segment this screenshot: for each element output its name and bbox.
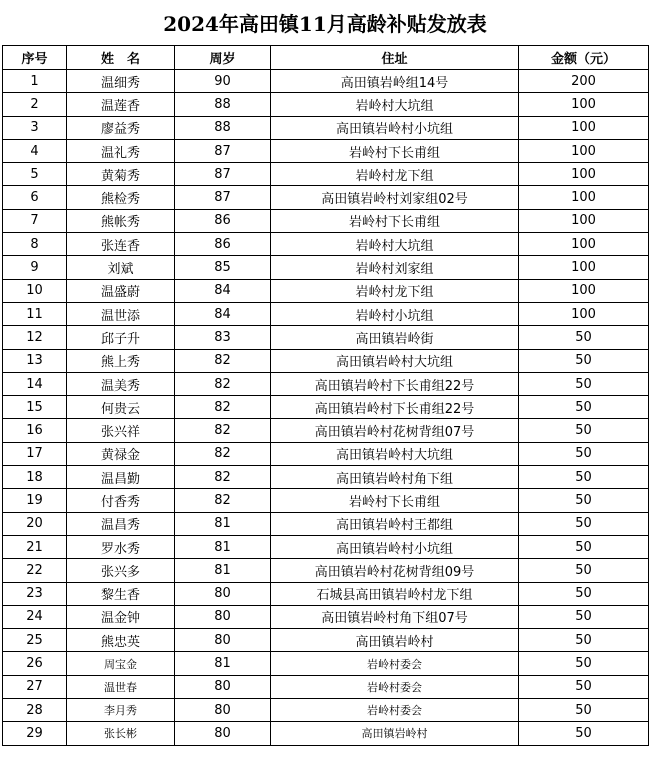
cell-amount: 100: [519, 256, 649, 279]
page-title: 2024年高田镇11月高龄补贴发放表: [163, 12, 487, 36]
cell-index: 11: [3, 302, 67, 325]
table-row: [3, 559, 649, 582]
cell-amount: 50: [519, 349, 649, 372]
cell-index: 9: [3, 256, 67, 279]
cell-address: 高田镇岩岭村角下组07号: [271, 605, 519, 628]
cell-name: 温礼秀: [67, 139, 175, 162]
cell-age: 80: [175, 722, 271, 745]
cell-amount: 100: [519, 302, 649, 325]
cell-index: 8: [3, 233, 67, 256]
table-row: [3, 442, 649, 465]
cell-index: 19: [3, 489, 67, 512]
cell-index: 17: [3, 442, 67, 465]
cell-age: 84: [175, 302, 271, 325]
cell-address: 高田镇岩岭村大坑组: [271, 442, 519, 465]
table-row: [3, 209, 649, 232]
cell-address: 岩岭村大坑组: [271, 93, 519, 116]
cell-amount: 50: [519, 372, 649, 395]
cell-index: 21: [3, 535, 67, 558]
cell-name: 熊帐秀: [67, 209, 175, 232]
cell-amount: 50: [519, 582, 649, 605]
cell-index: 12: [3, 326, 67, 349]
cell-name: 温莲香: [67, 93, 175, 116]
cell-address: 高田镇岩岭街: [271, 326, 519, 349]
cell-age: 86: [175, 233, 271, 256]
table-row: [3, 302, 649, 325]
cell-amount: 100: [519, 233, 649, 256]
table-row: [3, 139, 649, 162]
cell-amount: 50: [519, 629, 649, 652]
header-address: 住址: [271, 46, 519, 70]
cell-age: 85: [175, 256, 271, 279]
cell-address: 高田镇岩岭村: [271, 722, 519, 745]
cell-amount: 50: [519, 326, 649, 349]
table-row: [3, 186, 649, 209]
cell-amount: 50: [519, 652, 649, 675]
cell-index: 22: [3, 559, 67, 582]
table-row: [3, 419, 649, 442]
table-row: [3, 489, 649, 512]
subsidy-table: [2, 45, 649, 746]
cell-address: 岩岭村龙下组: [271, 163, 519, 186]
cell-amount: 100: [519, 163, 649, 186]
cell-address: 高田镇岩岭村: [271, 629, 519, 652]
table-row: [3, 372, 649, 395]
cell-name: 温美秀: [67, 372, 175, 395]
cell-name: 温细秀: [67, 70, 175, 93]
cell-amount: 50: [519, 419, 649, 442]
table-row: [3, 326, 649, 349]
cell-name: 黎生香: [67, 582, 175, 605]
cell-address: 岩岭村委会: [271, 675, 519, 698]
cell-name: 黄禄金: [67, 442, 175, 465]
cell-age: 82: [175, 372, 271, 395]
cell-amount: 50: [519, 535, 649, 558]
header-amount: 金额（元）: [519, 46, 649, 70]
cell-index: 15: [3, 396, 67, 419]
table-row: [3, 93, 649, 116]
cell-address: 高田镇岩岭村下长甫组22号: [271, 372, 519, 395]
cell-name: 温世春: [67, 675, 175, 698]
cell-index: 29: [3, 722, 67, 745]
cell-name: 刘斌: [67, 256, 175, 279]
cell-amount: 50: [519, 559, 649, 582]
table-row: [3, 605, 649, 628]
cell-address: 高田镇岩岭村角下组: [271, 466, 519, 489]
cell-age: 81: [175, 535, 271, 558]
cell-address: 高田镇岩岭村大坑组: [271, 349, 519, 372]
cell-name: 张连香: [67, 233, 175, 256]
cell-name: 温盛蔚: [67, 279, 175, 302]
cell-index: 3: [3, 116, 67, 139]
cell-name: 温世添: [67, 302, 175, 325]
table-row: [3, 163, 649, 186]
cell-address: 高田镇岩岭村王都组: [271, 512, 519, 535]
cell-age: 80: [175, 675, 271, 698]
cell-name: 熊忠英: [67, 629, 175, 652]
cell-index: 16: [3, 419, 67, 442]
table-row: [3, 535, 649, 558]
cell-age: 82: [175, 419, 271, 442]
table-body: [3, 70, 649, 746]
cell-age: 80: [175, 582, 271, 605]
cell-name: 张长彬: [67, 722, 175, 745]
cell-index: 6: [3, 186, 67, 209]
cell-index: 20: [3, 512, 67, 535]
cell-index: 1: [3, 70, 67, 93]
cell-amount: 200: [519, 70, 649, 93]
cell-amount: 50: [519, 442, 649, 465]
cell-address: 高田镇岩岭村下长甫组22号: [271, 396, 519, 419]
header-name: 姓 名: [67, 46, 175, 70]
cell-name: 廖益秀: [67, 116, 175, 139]
table-row: [3, 675, 649, 698]
cell-name: 张兴多: [67, 559, 175, 582]
table-row: [3, 279, 649, 302]
cell-name: 张兴祥: [67, 419, 175, 442]
cell-address: 高田镇岩岭村刘家组02号: [271, 186, 519, 209]
cell-age: 87: [175, 139, 271, 162]
cell-name: 何贵云: [67, 396, 175, 419]
header-index: 序号: [3, 46, 67, 70]
cell-index: 13: [3, 349, 67, 372]
cell-address: 岩岭村刘家组: [271, 256, 519, 279]
cell-age: 88: [175, 116, 271, 139]
cell-name: 付香秀: [67, 489, 175, 512]
cell-index: 4: [3, 139, 67, 162]
cell-age: 81: [175, 652, 271, 675]
cell-address: 高田镇岩岭村花树背组07号: [271, 419, 519, 442]
table-row: [3, 233, 649, 256]
cell-index: 28: [3, 699, 67, 722]
cell-address: 高田镇岩岭村花树背组09号: [271, 559, 519, 582]
cell-amount: 100: [519, 116, 649, 139]
cell-name: 温金钟: [67, 605, 175, 628]
cell-name: 李月秀: [67, 699, 175, 722]
cell-address: 岩岭村委会: [271, 652, 519, 675]
cell-index: 18: [3, 466, 67, 489]
cell-age: 80: [175, 699, 271, 722]
cell-index: 24: [3, 605, 67, 628]
cell-age: 82: [175, 396, 271, 419]
cell-age: 81: [175, 512, 271, 535]
table-row: [3, 70, 649, 93]
cell-amount: 100: [519, 209, 649, 232]
cell-amount: 50: [519, 605, 649, 628]
cell-index: 2: [3, 93, 67, 116]
cell-index: 7: [3, 209, 67, 232]
cell-age: 80: [175, 605, 271, 628]
cell-age: 90: [175, 70, 271, 93]
header-age: 周岁: [175, 46, 271, 70]
cell-name: 邱子升: [67, 326, 175, 349]
cell-index: 26: [3, 652, 67, 675]
cell-address: 岩岭村下长甫组: [271, 139, 519, 162]
cell-amount: 50: [519, 396, 649, 419]
cell-name: 温昌勤: [67, 466, 175, 489]
cell-amount: 100: [519, 139, 649, 162]
table-row: [3, 256, 649, 279]
cell-address: 高田镇岩岭村小坑组: [271, 535, 519, 558]
cell-amount: 100: [519, 186, 649, 209]
cell-age: 82: [175, 442, 271, 465]
cell-age: 82: [175, 349, 271, 372]
cell-age: 87: [175, 163, 271, 186]
cell-age: 84: [175, 279, 271, 302]
cell-amount: 50: [519, 512, 649, 535]
cell-index: 10: [3, 279, 67, 302]
table-row: [3, 582, 649, 605]
cell-age: 82: [175, 466, 271, 489]
cell-age: 87: [175, 186, 271, 209]
cell-name: 黄菊秀: [67, 163, 175, 186]
table-row: [3, 512, 649, 535]
cell-name: 周宝金: [67, 652, 175, 675]
cell-address: 岩岭村下长甫组: [271, 489, 519, 512]
cell-index: 5: [3, 163, 67, 186]
cell-index: 27: [3, 675, 67, 698]
table-header-row: [3, 46, 649, 70]
table-row: [3, 396, 649, 419]
table-row: [3, 629, 649, 652]
cell-amount: 100: [519, 279, 649, 302]
cell-amount: 50: [519, 699, 649, 722]
table-row: [3, 699, 649, 722]
cell-index: 23: [3, 582, 67, 605]
cell-age: 83: [175, 326, 271, 349]
cell-address: 石城县高田镇岩岭村龙下组: [271, 582, 519, 605]
cell-age: 86: [175, 209, 271, 232]
cell-address: 高田镇岩岭组14号: [271, 70, 519, 93]
cell-name: 温昌秀: [67, 512, 175, 535]
cell-index: 14: [3, 372, 67, 395]
table-row: [3, 466, 649, 489]
cell-name: 罗水秀: [67, 535, 175, 558]
cell-address: 高田镇岩岭村小坑组: [271, 116, 519, 139]
cell-index: 25: [3, 629, 67, 652]
cell-amount: 50: [519, 466, 649, 489]
cell-age: 88: [175, 93, 271, 116]
cell-amount: 100: [519, 93, 649, 116]
cell-age: 80: [175, 629, 271, 652]
cell-amount: 50: [519, 722, 649, 745]
table-row: [3, 349, 649, 372]
table-row: [3, 116, 649, 139]
cell-age: 82: [175, 489, 271, 512]
cell-amount: 50: [519, 675, 649, 698]
cell-name: 熊上秀: [67, 349, 175, 372]
table-row: [3, 722, 649, 745]
cell-age: 81: [175, 559, 271, 582]
cell-address: 岩岭村大坑组: [271, 233, 519, 256]
cell-address: 岩岭村下长甫组: [271, 209, 519, 232]
cell-address: 岩岭村委会: [271, 699, 519, 722]
table-row: [3, 652, 649, 675]
cell-address: 岩岭村小坑组: [271, 302, 519, 325]
cell-address: 岩岭村龙下组: [271, 279, 519, 302]
cell-amount: 50: [519, 489, 649, 512]
cell-name: 熊检秀: [67, 186, 175, 209]
